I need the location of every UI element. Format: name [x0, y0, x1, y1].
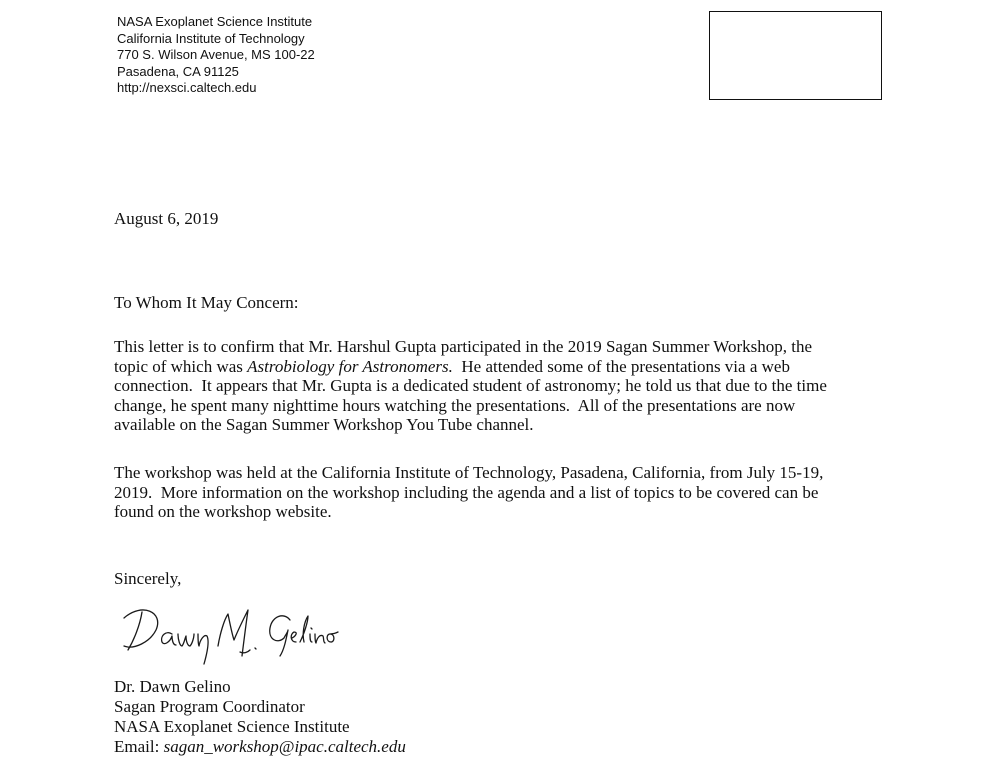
signature-block — [114, 677, 406, 757]
letter-date: August 6, 2019 — [114, 209, 219, 228]
paragraph-line — [114, 357, 914, 377]
letterhead — [117, 14, 315, 97]
letterhead-university: California Institute of Technology — [117, 30, 305, 46]
paragraph-text: topic of which was — [114, 356, 248, 376]
salutation: To Whom It May Concern: — [114, 293, 299, 312]
paragraph-text: He attended some of the presentations via a web — [452, 356, 790, 376]
letterhead-institute: NASA Exoplanet Science Institute — [117, 14, 313, 29]
handwritten-signature — [112, 590, 347, 675]
paragraph-line: found on the workshop website. — [114, 502, 332, 521]
workshop-topic: Astrobiology for Astronomers. — [247, 356, 453, 376]
signer-organization: NASA Exoplanet Science Institute — [114, 717, 350, 736]
paragraph-line: 2019. More information on the workshop including the agenda and a list of topics to be covered can be — [114, 482, 819, 502]
paragraph-line: available on the Sagan Summer Workshop You Tube channel. — [114, 415, 534, 434]
paragraph-line: The workshop was held at the California Institute of Technology, Pasadena, California, from July 15-19, — [114, 463, 824, 482]
signer-name: Dr. Dawn Gelino — [114, 677, 231, 696]
paragraph-line: connection. It appears that Mr. Gupta is a dedicated student of astronomy; he told us that due to the time — [114, 376, 827, 395]
address-box — [709, 11, 882, 100]
paragraph-line: This letter is to confirm that Mr. Harshul Gupta participated in the 2019 Sagan Summer Workshop, the — [114, 337, 813, 356]
closing: Sincerely, — [114, 569, 182, 588]
letterhead-url: http://nexsci.caltech.edu — [117, 80, 257, 96]
body-paragraph-1 — [114, 337, 914, 435]
letterhead-street: 770 S. Wilson Avenue, MS 100-22 — [117, 47, 315, 63]
email-label: Email: — [114, 737, 164, 756]
letterhead-city: Pasadena, CA 91125 — [117, 63, 239, 79]
signer-title: Sagan Program Coordinator — [114, 697, 305, 716]
body-paragraph-2 — [114, 463, 914, 522]
signature-drawing — [112, 590, 347, 675]
paragraph-line: change, he spent many nighttime hours watching the presentations. All of the presentations are now — [114, 395, 796, 415]
signer-email-line — [114, 737, 406, 757]
email-address: sagan_workshop@ipac.caltech.edu — [163, 737, 406, 756]
